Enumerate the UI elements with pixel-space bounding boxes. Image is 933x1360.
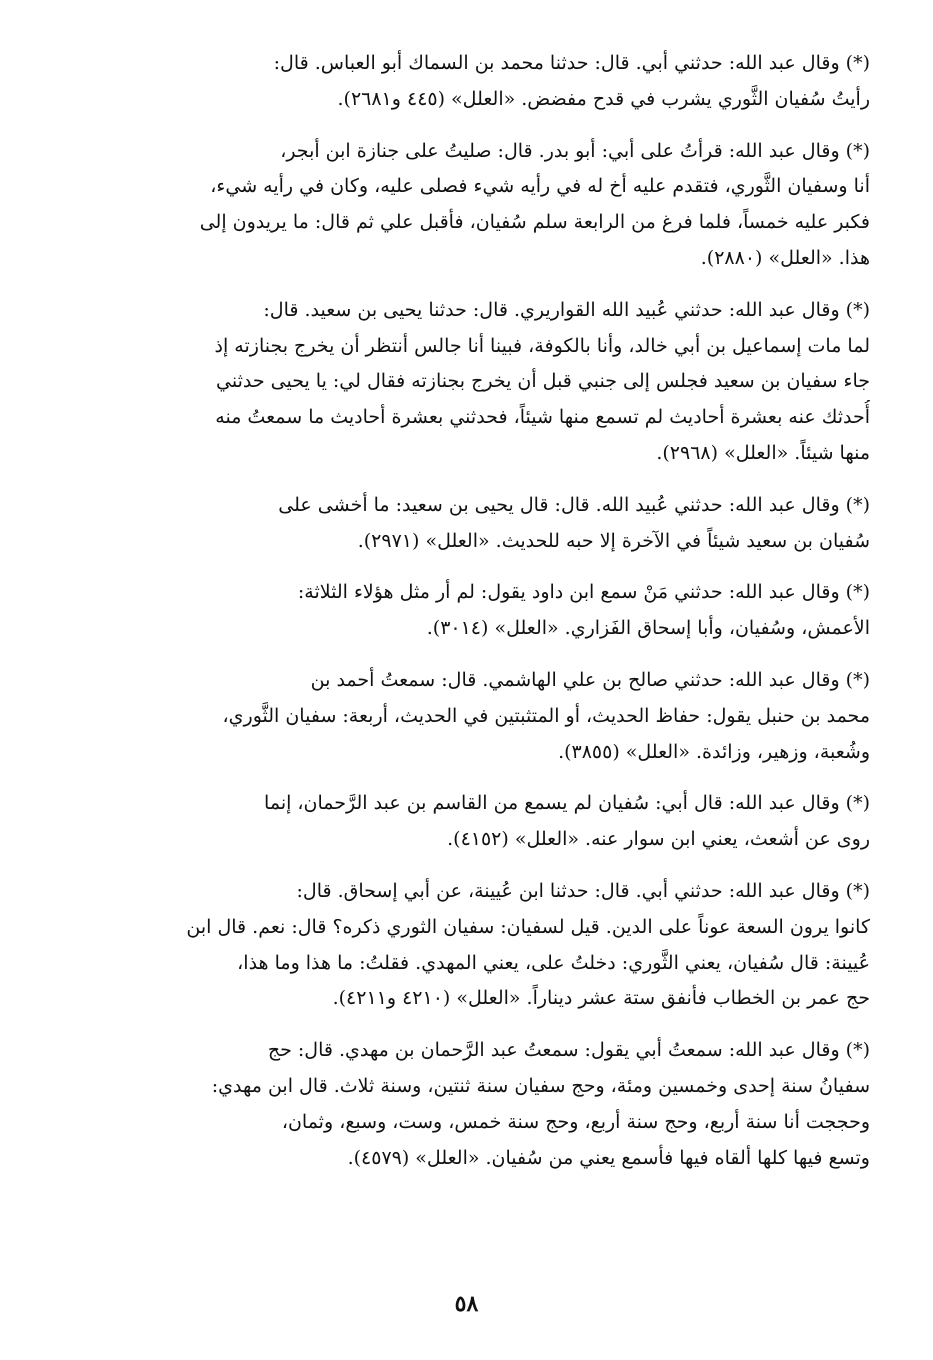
paragraph <box>70 1033 870 1176</box>
text-line: وشُعبة، وزهير، وزائدة. «العلل» (٣٨٥٥). <box>558 740 870 763</box>
text-line: محمد بن حنبل يقول: حفاظ الحديث، أو المتثبتين في الحديث، أربعة: سفيان الثَّوري، <box>222 704 870 727</box>
paragraph <box>70 575 870 647</box>
text-line: سُفيان بن سعيد شيئاً في الآخرة إلا حبه للحديث. «العلل» (٢٩٧١). <box>357 529 870 552</box>
text-line: (*) وقال عبد الله: حدثني صالح بن علي الهاشمي. قال: سمعتُ أحمد بن <box>310 668 870 691</box>
text-line: (*) وقال عبد الله: قال أبي: سُفيان لم يسمع من القاسم بن عبد الرَّحمان، إنما <box>264 792 870 815</box>
text-line: (*) وقال عبد الله: حدثني أبي. قال: حدثنا ابن عُيينة، عن أبي إسحاق. قال: <box>296 879 870 902</box>
text-line: فكبر عليه خمساً، فلما فرغ من الرابعة سلم سُفيان، فأقبل علي ثم قال: ما يريدون إلى <box>199 211 870 234</box>
text-line: رأيتُ سُفيان الثَّوري يشرب في قدح مفضض. «العلل» (٤٤٥ و٢٦٨١). <box>337 87 870 110</box>
page-body <box>70 46 870 1192</box>
text-line: وحججت أنا سنة أربع، وحج سنة أربع، وحج سنة خمس، وست، وسبع، وثمان، <box>281 1110 870 1133</box>
text-line: حج عمر بن الخطاب فأنفق ستة عشر ديناراً. «العلل» (٤٢١٠ و٤٢١١). <box>332 987 870 1010</box>
text-line: (*) وقال عبد الله: حدثني عُبيد الله القواريري. قال: حدثنا يحيى بن سعيد. قال: <box>263 298 870 321</box>
paragraph <box>70 293 870 472</box>
text-line: عُيينة: قال سُفيان، يعني الثَّوري: دخلتُ على، يعني المهدي. فقلتُ: ما هذا وما هذا، <box>237 951 870 974</box>
text-line: لما مات إسماعيل بن أبي خالد، وأنا بالكوفة، فبينا أنا جالس أنتظر أن يخرج بجنازته إذ <box>214 334 870 357</box>
paragraph <box>70 134 870 277</box>
text-line: أنا وسفيان الثَّوري، فتقدم عليه أخ له في رأيه شيء فصلى عليه، وكان في رأيه شيء، <box>210 175 870 198</box>
paragraph <box>70 488 870 560</box>
text-line: (*) وقال عبد الله: سمعتُ أبي يقول: سمعتُ عبد الرَّحمان بن مهدي. قال: حج <box>267 1039 870 1062</box>
paragraph <box>70 786 870 858</box>
text-line: جاء سفيان بن سعيد فجلس إلى جنبي قبل أن يخرج بجنازته فقال لي: يا يحيى حدثني <box>216 370 870 393</box>
text-line: (*) وقال عبد الله: حدثني مَنْ سمع ابن داود يقول: لم أر مثل هؤلاء الثلاثة: <box>297 581 870 604</box>
paragraph <box>70 874 870 1017</box>
text-line: الأعمش، وسُفيان، وأبا إسحاق الفَزاري. «العلل» (٣٠١٤). <box>426 617 870 640</box>
text-line: (*) وقال عبد الله: قرأتُ على أبي: أبو بدر. قال: صليتُ على جنازة ابن أبجر، <box>280 139 870 162</box>
text-line: هذا. «العلل» (٢٨٨٠). <box>700 246 870 269</box>
page-number: ٥٨ <box>454 1291 479 1317</box>
text-line: روى عن أشعث، يعني ابن سوار عنه. «العلل» (٤١٥٢). <box>447 828 870 851</box>
paragraph <box>70 663 870 770</box>
text-line: وتسع فيها كلها ألقاه فيها فأسمع يعني من سُفيان. «العلل» (٤٥٧٩). <box>347 1146 870 1169</box>
paragraph <box>70 46 870 118</box>
text-line: سفيانُ سنة إحدى وخمسين ومئة، وحج سفيان سنة ثنتين، وسنة ثلاث. قال ابن مهدي: <box>211 1074 870 1097</box>
text-line: منها شيئاً. «العلل» (٢٩٦٨). <box>656 441 870 464</box>
text-line: (*) وقال عبد الله: حدثني أبي. قال: حدثنا محمد بن السماك أبو العباس. قال: <box>273 52 870 74</box>
text-line: أُحدثك عنه بعشرة أحاديث لم تسمع منها شيئاً، فحدثني بعشرة أحاديث ما سمعتُ منه <box>215 406 870 429</box>
text-line: كانوا يرون السعة عوناً على الدين. قيل لسفيان: سفيان الثوري ذكره؟ قال: نعم. قال ابن <box>186 915 870 938</box>
text-line: (*) وقال عبد الله: حدثني عُبيد الله. قال: قال يحيى بن سعيد: ما أخشى على <box>278 493 870 516</box>
